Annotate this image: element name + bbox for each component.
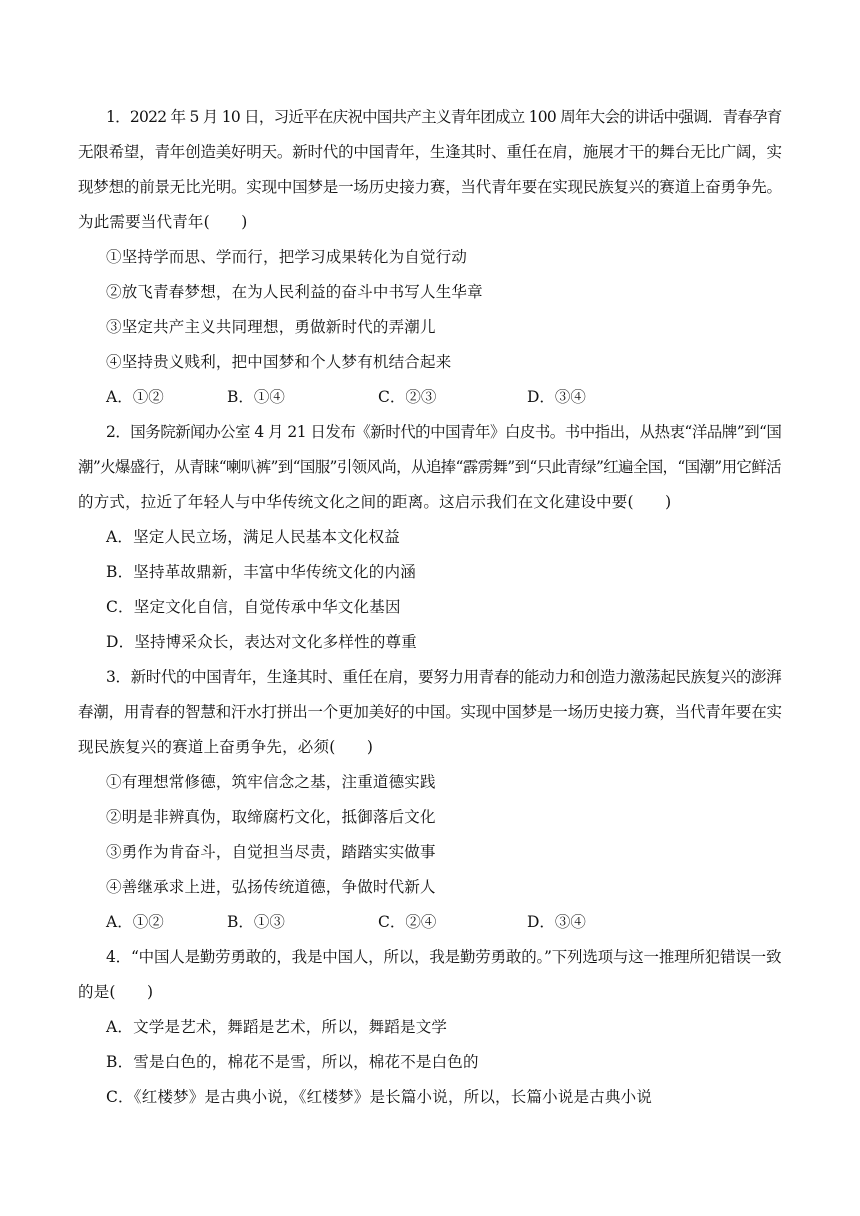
question-1-statement-3: ③坚定共产主义共同理想，勇做新时代的弄潮儿 <box>106 318 436 336</box>
question-3-stem-line-2: 春潮，用青春的智慧和汗水打拼出一个更加美好的中国。实现中国梦是一场历史接力赛，当代青年要在实 <box>78 703 782 721</box>
question-1-choice-a: A．①② <box>106 388 164 406</box>
question-3-statement-3: ③勇作为肯奋斗，自觉担当尽责，踏踏实实做事 <box>106 843 436 861</box>
question-1-choice-b: B．①④ <box>227 388 285 406</box>
question-3-statement-4: ④善继承求上进，弘扬传统道德，争做时代新人 <box>106 878 436 896</box>
question-3-statement-2: ②明是非辨真伪，取缔腐朽文化，抵御落后文化 <box>106 808 436 826</box>
question-3-stem-line-3: 现民族复兴的赛道上奋勇争先，必须( ) <box>78 738 374 756</box>
question-2-stem-line-3: 的方式，拉近了年轻人与中华传统文化之间的距离。这启示我们在文化建设中要( ) <box>78 493 672 511</box>
question-1-statement-1: ①坚持学而思、学而行，把学习成果转化为自觉行动 <box>106 248 468 266</box>
question-2-option-a: A．坚定人民立场，满足人民基本文化权益 <box>106 528 400 546</box>
question-2-stem-line-1: 2．国务院新闻办公室 4 月 21 日发布《新时代的中国青年》白皮书。书中指出，从热衷“洋品牌”到“国 <box>106 423 782 441</box>
question-4-option-c: C．《红楼梦》是古典小说，《红楼梦》是长篇小说，所以，长篇小说是古典小说 <box>106 1088 653 1106</box>
question-1-choice-d: D．③④ <box>527 388 586 406</box>
question-1-stem-line-4: 为此需要当代青年( ) <box>78 213 248 231</box>
question-3-choice-d: D．③④ <box>527 913 586 931</box>
question-1-stem-line-2: 无限希望，青年创造美好明天。新时代的中国青年，生逢其时、重任在肩，施展才干的舞台无比广阔，实 <box>78 143 782 161</box>
question-2-option-b: B．坚持革故鼎新，丰富中华传统文化的内涵 <box>106 563 416 581</box>
question-1-stem-line-1: 1．2022 年 5 月 10 日，习近平在庆祝中国共产主义青年团成立 100 周年大会的讲话中强调．青春孕育 <box>106 108 782 126</box>
question-3-statement-1: ①有理想常修德，筑牢信念之基，注重道德实践 <box>106 773 436 791</box>
question-4-option-b: B．雪是白色的，棉花不是雪，所以，棉花不是白色的 <box>106 1053 479 1071</box>
question-1-stem-line-3: 现梦想的前景无比光明。实现中国梦是一场历史接力赛，当代青年要在实现民族复兴的赛道上奋勇争先。 <box>78 178 782 196</box>
question-4-option-a: A．文学是艺术，舞蹈是艺术，所以，舞蹈是文学 <box>106 1018 448 1036</box>
question-3-choice-b: B．①③ <box>227 913 285 931</box>
question-1-statement-2: ②放飞青春梦想，在为人民利益的奋斗中书写人生华章 <box>106 283 483 301</box>
question-3-choice-a: A．①② <box>106 913 164 931</box>
question-3-choice-c: C．②④ <box>378 913 437 931</box>
question-3-stem-line-1: 3．新时代的中国青年，生逢其时、重任在肩，要努力用青春的能动力和创造力激荡起民族复兴的澎湃 <box>106 668 782 686</box>
question-2-option-c: C．坚定文化自信，自觉传承中华文化基因 <box>106 598 401 616</box>
question-4-stem-line-1: 4．“中国人是勤劳勇敢的，我是中国人，所以，我是勤劳勇敢的。”下列选项与这一推理所犯错误一致 <box>106 948 782 966</box>
question-2-option-d: D．坚持博采众长，表达对文化多样性的尊重 <box>106 633 417 651</box>
question-1-choice-c: C．②③ <box>378 388 437 406</box>
question-1-statement-4: ④坚持贵义贱利，把中国梦和个人梦有机结合起来 <box>106 353 452 371</box>
question-4-stem-line-2: 的是( ) <box>78 983 154 1001</box>
question-2-stem-line-2: 潮”火爆盛行，从青睐“喇叭裤”到“国服”引领风尚，从追捧“霹雳舞”到“只此青绿”红遍全国，“国潮”用它鲜活 <box>78 458 781 476</box>
